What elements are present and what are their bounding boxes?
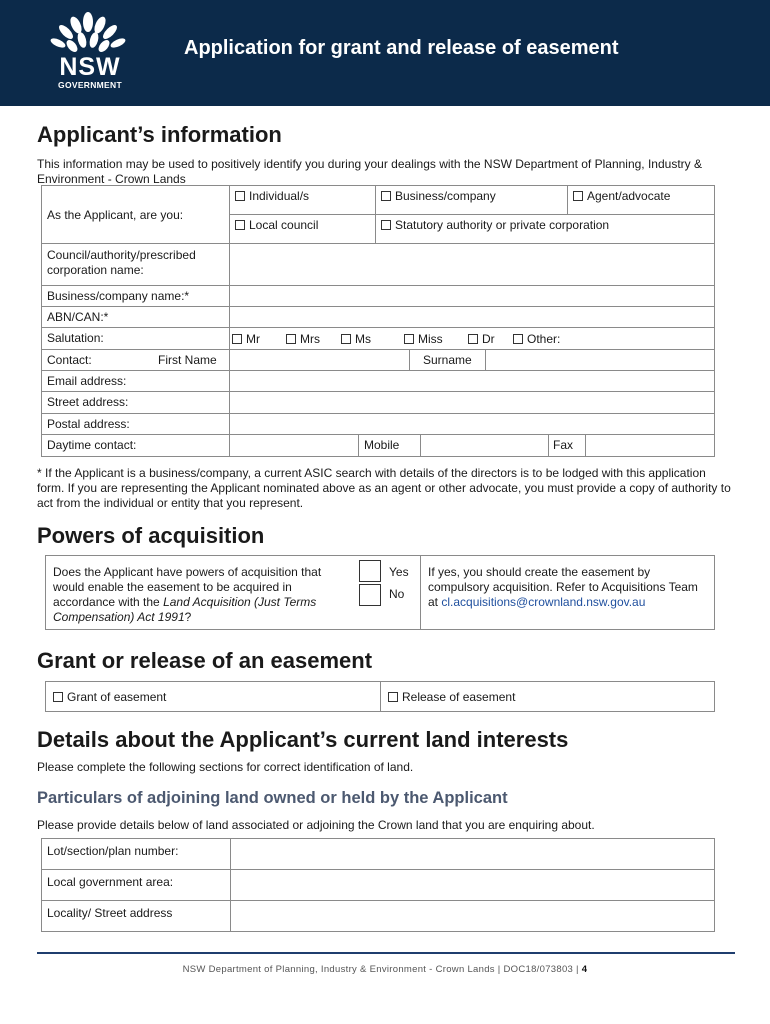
lga-label: Local government area: [41, 869, 231, 901]
checkbox-icon[interactable] [381, 220, 391, 230]
form-title: Application for grant and release of easement [184, 37, 619, 59]
first-name-label: First Name [158, 353, 217, 367]
footer-text: NSW Department of Planning, Industry & Environment - Crown Lands | DOC18/073803 | [182, 964, 582, 975]
email-input[interactable] [229, 370, 715, 392]
checkbox-icon[interactable] [53, 692, 63, 702]
postal-label: Postal address: [41, 413, 230, 435]
checkbox-icon[interactable] [235, 191, 245, 201]
type-business[interactable]: Business/company [375, 185, 568, 215]
checkbox-icon[interactable] [513, 334, 523, 344]
surname-label: Surname [423, 353, 472, 367]
logo-subtitle: GOVERNMENT [58, 80, 122, 90]
abn-label: ABN/CAN:* [41, 306, 230, 328]
asic-note: * If the Applicant is a business/company, a current ASIC search with details of the directors is to be lodged with this application form. If you are representing the Applicant nominated above as an agent or other advocate, you must provide a copy of authority to act from the individual or entity that you represent. [37, 466, 731, 510]
logo-wordmark: NSW [59, 53, 121, 81]
council-name-input[interactable] [229, 243, 715, 286]
applicant-heading: Applicant’s information [37, 122, 282, 147]
checkbox-icon[interactable] [573, 191, 583, 201]
salutation-other[interactable]: Other: [513, 332, 560, 347]
salutation-options [229, 327, 715, 350]
salutation-mr[interactable]: Mr [232, 332, 260, 347]
daytime-input[interactable] [229, 434, 359, 457]
checkbox-icon[interactable] [235, 220, 245, 230]
abn-input[interactable] [229, 306, 715, 328]
street-input[interactable] [229, 391, 715, 414]
powers-heading: Powers of acquisition [37, 523, 265, 548]
lot-label: Lot/section/plan number: [41, 838, 231, 870]
salutation-miss[interactable]: Miss [404, 332, 443, 347]
applicant-type-label: As the Applicant, are you: [47, 208, 184, 222]
powers-advice-cell [420, 555, 715, 630]
checkbox-icon[interactable] [232, 334, 242, 344]
contact-label-cell [41, 349, 230, 371]
salutation-ms[interactable]: Ms [341, 332, 371, 347]
acquisitions-email-link[interactable]: cl.acquisitions@crownland.nsw.gov.au [441, 595, 646, 609]
business-name-label: Business/company name:* [41, 285, 230, 307]
powers-question: Does the Applicant have powers of acquisition that would enable the easement to be acquired in accordance with the Land Acquisition (Just Terms Compensation) Act 1991? [53, 565, 322, 624]
contact-label: Contact: [47, 353, 92, 367]
adjoining-land-intro: Please provide details below of land associated or adjoining the Crown land that you are enquiring about. [37, 818, 595, 832]
salutation-mrs[interactable]: Mrs [286, 332, 320, 347]
grant-heading: Grant or release of an easement [37, 648, 373, 673]
council-name-label: Council/authority/prescribed corporation name: [41, 243, 230, 286]
adjoining-land-subheading: Particulars of adjoining land owned or held by the Applicant [37, 789, 508, 807]
page-footer [0, 964, 770, 975]
fax-label: Fax [548, 434, 586, 457]
powers-question-cell [45, 555, 421, 630]
email-label: Email address: [41, 370, 230, 392]
locality-label: Locality/ Street address [41, 900, 231, 932]
powers-advice: If yes, you should create the easement by compulsory acquisition. Refer to Acquisitions Team at [428, 565, 698, 609]
salutation-label: Salutation: [41, 327, 230, 350]
mobile-input[interactable] [420, 434, 549, 457]
footer-divider [37, 952, 735, 954]
no-checkbox[interactable] [359, 584, 381, 606]
mobile-label: Mobile [358, 434, 421, 457]
type-statutory[interactable]: Statutory authority or private corporation [375, 214, 715, 244]
type-agent[interactable]: Agent/advocate [567, 185, 715, 215]
grant-option[interactable]: Grant of easement [45, 681, 381, 712]
salutation-dr[interactable]: Dr [468, 332, 495, 347]
locality-input[interactable] [230, 900, 715, 932]
checkbox-icon[interactable] [381, 191, 391, 201]
details-heading: Details about the Applicant’s current land interests [37, 727, 569, 752]
business-name-input[interactable] [229, 285, 715, 307]
no-label: No [389, 587, 405, 601]
checkbox-icon[interactable] [341, 334, 351, 344]
daytime-label: Daytime contact: [41, 434, 230, 457]
fax-input[interactable] [585, 434, 715, 457]
surname-input[interactable] [485, 349, 715, 371]
applicant-intro: This information may be used to positively identify you during your dealings with the NSW Department of Planning, Industry & Environment - Crown Lands [37, 157, 702, 186]
lga-input[interactable] [230, 869, 715, 901]
postal-input[interactable] [229, 413, 715, 435]
first-name-input[interactable] [229, 349, 410, 371]
street-label: Street address: [41, 391, 230, 414]
checkbox-icon[interactable] [404, 334, 414, 344]
surname-label-cell [409, 349, 486, 371]
applicant-type-label-cell [41, 185, 230, 244]
type-local-council[interactable]: Local council [229, 214, 376, 244]
checkbox-icon[interactable] [286, 334, 296, 344]
page-header [0, 0, 770, 106]
details-intro: Please complete the following sections for correct identification of land. [37, 760, 414, 774]
checkbox-icon[interactable] [468, 334, 478, 344]
release-option[interactable]: Release of easement [380, 681, 715, 712]
type-individual[interactable]: Individual/s [229, 185, 376, 215]
lot-input[interactable] [230, 838, 715, 870]
yes-checkbox[interactable] [359, 560, 381, 582]
yes-label: Yes [389, 565, 409, 579]
checkbox-icon[interactable] [388, 692, 398, 702]
page-number: 4 [581, 964, 588, 975]
